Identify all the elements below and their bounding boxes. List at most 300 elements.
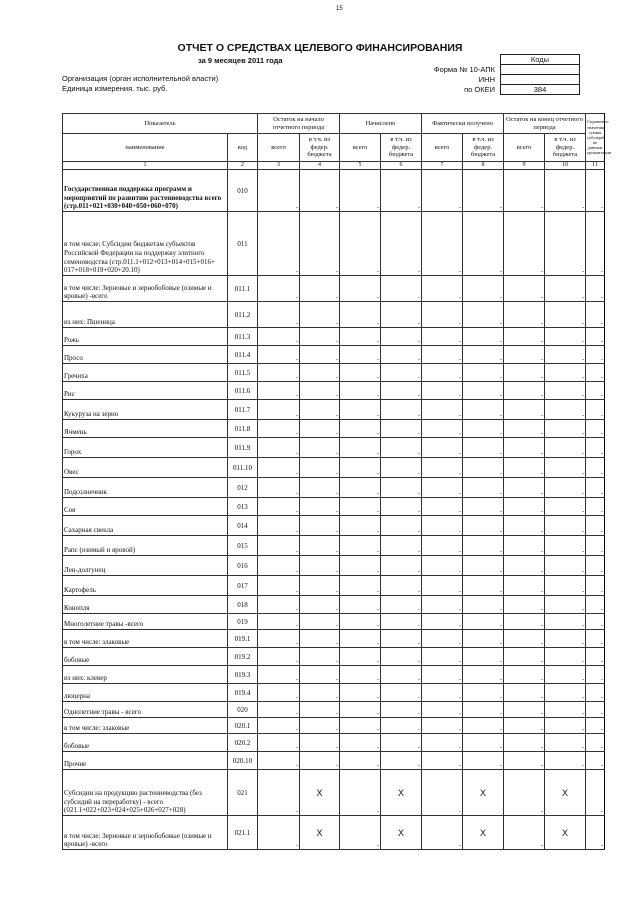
table-row — [63, 666, 605, 684]
value-cell: - — [586, 382, 605, 400]
row-code: 011.2 — [228, 302, 258, 328]
value-cell: - — [422, 170, 463, 212]
column-number: 6 — [381, 162, 422, 170]
value-cell: - — [422, 516, 463, 536]
value-cell: - — [422, 276, 463, 302]
value-cell: - — [258, 170, 300, 212]
value-cell: - — [381, 498, 422, 516]
value-cell: - — [504, 276, 545, 302]
value-cell: - — [340, 170, 381, 212]
row-name: бобовые — [63, 648, 228, 666]
row-name: Горох — [63, 438, 228, 458]
value-cell: - — [340, 702, 381, 718]
header-start-balance: Остаток на начало отчетного периода — [258, 114, 340, 134]
value-cell: - — [504, 684, 545, 702]
value-cell: - — [422, 212, 463, 276]
value-cell: - — [463, 516, 504, 536]
value-cell: - — [504, 438, 545, 458]
value-cell: - — [258, 276, 300, 302]
header-name: наименование — [63, 134, 228, 162]
value-cell: - — [300, 170, 340, 212]
value-cell: - — [340, 498, 381, 516]
codes-okei-cell: 384 — [501, 85, 580, 95]
value-cell: - — [463, 556, 504, 576]
value-cell: - — [422, 718, 463, 734]
value-cell: - — [381, 328, 422, 346]
value-cell: - — [381, 458, 422, 478]
value-cell: - — [381, 302, 422, 328]
row-name: Субсидии на продукцию растениеводства (без субсидий на переработку) - всего (021.1+022+023+024+025+026+027+028) — [63, 770, 228, 816]
value-cell: - — [340, 630, 381, 648]
value-cell: - — [340, 478, 381, 498]
value-cell: - — [340, 770, 381, 816]
value-cell: - — [258, 328, 300, 346]
column-number: 11 — [586, 162, 605, 170]
value-cell: - — [545, 346, 586, 364]
value-cell: - — [381, 170, 422, 212]
value-cell: - — [545, 420, 586, 438]
value-cell: - — [422, 478, 463, 498]
table-row — [63, 630, 605, 648]
table-row — [63, 536, 605, 556]
value-cell: - — [258, 478, 300, 498]
value-cell: - — [300, 516, 340, 536]
value-cell: - — [545, 212, 586, 276]
value-cell: - — [586, 170, 605, 212]
value-cell: - — [545, 536, 586, 556]
value-cell: - — [504, 212, 545, 276]
value-cell: - — [340, 648, 381, 666]
value-cell: - — [258, 536, 300, 556]
row-name: Лен-долгунец — [63, 556, 228, 576]
value-cell: - — [258, 458, 300, 478]
value-cell: - — [258, 346, 300, 364]
value-cell: - — [300, 458, 340, 478]
value-cell: - — [586, 556, 605, 576]
value-cell: - — [300, 576, 340, 596]
value-cell: - — [586, 614, 605, 630]
value-cell: - — [463, 576, 504, 596]
row-name: Прочие — [63, 752, 228, 770]
table-row — [63, 770, 605, 816]
row-name: Рожь — [63, 328, 228, 346]
value-cell: - — [300, 364, 340, 382]
row-code: 011.7 — [228, 400, 258, 420]
value-cell: - — [586, 438, 605, 458]
value-cell: - — [258, 576, 300, 596]
value-cell: - — [545, 438, 586, 458]
table-row — [63, 614, 605, 630]
column-number: 2 — [228, 162, 258, 170]
row-code: 020 — [228, 702, 258, 718]
header-reference: Справочно: значения суммы субсидий по данным организации — [586, 114, 605, 162]
row-name: люцерна — [63, 684, 228, 702]
value-cell: - — [504, 702, 545, 718]
value-cell: - — [586, 302, 605, 328]
value-cell: - — [545, 170, 586, 212]
value-cell: - — [381, 382, 422, 400]
value-cell: - — [300, 718, 340, 734]
value-cell: - — [463, 684, 504, 702]
value-cell: - — [300, 666, 340, 684]
value-cell: - — [586, 346, 605, 364]
value-cell: - — [545, 364, 586, 382]
value-cell: - — [381, 364, 422, 382]
table-row — [63, 382, 605, 400]
value-cell: - — [422, 382, 463, 400]
value-cell: - — [463, 420, 504, 438]
value-cell: - — [545, 478, 586, 498]
value-cell: - — [422, 420, 463, 438]
value-cell: - — [504, 382, 545, 400]
value-cell: - — [300, 614, 340, 630]
value-cell: - — [340, 212, 381, 276]
row-code: 020.10 — [228, 752, 258, 770]
value-cell: - — [463, 302, 504, 328]
value-cell: - — [300, 382, 340, 400]
value-cell: - — [300, 752, 340, 770]
value-cell: - — [504, 556, 545, 576]
value-cell: - — [545, 556, 586, 576]
value-cell: - — [258, 420, 300, 438]
value-cell: - — [463, 752, 504, 770]
value-cell: - — [545, 498, 586, 516]
value-cell: - — [463, 718, 504, 734]
row-name: в том числе: Зерновые и зернобобовые (озимые и яровые) -всего — [63, 816, 228, 850]
value-cell: - — [422, 346, 463, 364]
row-name: Сахарная свекла — [63, 516, 228, 536]
row-name: бобовые — [63, 734, 228, 752]
table-row — [63, 718, 605, 734]
column-number: 5 — [340, 162, 381, 170]
value-cell: - — [586, 684, 605, 702]
row-code: 011.4 — [228, 346, 258, 364]
header-accrued: Начислено — [340, 114, 422, 134]
column-number: 1 — [63, 162, 228, 170]
table-row — [63, 170, 605, 212]
column-number: 7 — [422, 162, 463, 170]
value-cell: - — [504, 614, 545, 630]
value-cell: - — [504, 498, 545, 516]
value-cell: - — [381, 630, 422, 648]
value-cell: - — [545, 718, 586, 734]
value-cell: - — [504, 596, 545, 614]
value-cell: - — [258, 816, 300, 850]
codes-form-cell — [501, 65, 580, 75]
not-applicable-mark: X — [463, 770, 504, 816]
value-cell: - — [340, 276, 381, 302]
row-code: 011.9 — [228, 438, 258, 458]
value-cell: - — [463, 212, 504, 276]
value-cell: - — [300, 596, 340, 614]
row-name: Конопля — [63, 596, 228, 614]
row-name: Просо — [63, 346, 228, 364]
value-cell: - — [422, 556, 463, 576]
value-cell: - — [340, 382, 381, 400]
codes-inn-cell — [501, 75, 580, 85]
value-cell: - — [422, 752, 463, 770]
value-cell: - — [463, 536, 504, 556]
value-cell: - — [340, 718, 381, 734]
row-code: 019 — [228, 614, 258, 630]
value-cell: - — [422, 734, 463, 752]
table-row — [63, 648, 605, 666]
value-cell: - — [545, 648, 586, 666]
value-cell: - — [504, 170, 545, 212]
row-code: 011.6 — [228, 382, 258, 400]
header-indicator: Показатель — [63, 114, 258, 134]
value-cell: - — [586, 458, 605, 478]
row-code: 021 — [228, 770, 258, 816]
value-cell: - — [300, 478, 340, 498]
value-cell: - — [504, 478, 545, 498]
row-code: 010 — [228, 170, 258, 212]
row-name: Государственная поддержка программ и мероприятий по развитию растениеводства всего (стр.011+021+030+040+050+060+070) — [63, 170, 228, 212]
value-cell: - — [381, 666, 422, 684]
row-name: Рапс (озимый и яровой) — [63, 536, 228, 556]
value-cell: - — [381, 556, 422, 576]
row-name: Однолетние травы - всего — [63, 702, 228, 718]
value-cell: - — [340, 734, 381, 752]
value-cell: - — [545, 752, 586, 770]
row-code: 011 — [228, 212, 258, 276]
header-total: всего — [258, 134, 300, 162]
value-cell: - — [258, 684, 300, 702]
column-number: 10 — [545, 162, 586, 170]
not-applicable-mark: X — [300, 816, 340, 850]
value-cell: - — [504, 734, 545, 752]
value-cell: - — [504, 420, 545, 438]
value-cell: - — [340, 438, 381, 458]
table-row — [63, 556, 605, 576]
value-cell: - — [340, 364, 381, 382]
value-cell: - — [586, 536, 605, 556]
table-row — [63, 328, 605, 346]
value-cell: - — [300, 212, 340, 276]
value-cell: - — [586, 364, 605, 382]
value-cell: - — [422, 596, 463, 614]
value-cell: - — [340, 666, 381, 684]
header-received: Фактически получено — [422, 114, 504, 134]
row-name: Многолетние травы -всего — [63, 614, 228, 630]
value-cell: - — [381, 576, 422, 596]
value-cell: - — [545, 614, 586, 630]
value-cell: - — [463, 478, 504, 498]
row-name: Картофель — [63, 576, 228, 596]
value-cell: - — [422, 630, 463, 648]
value-cell: - — [463, 170, 504, 212]
row-code: 019.3 — [228, 666, 258, 684]
row-name: Рис — [63, 382, 228, 400]
value-cell: - — [586, 816, 605, 850]
value-cell: - — [258, 614, 300, 630]
header-incl-federal: в т.ч. из федер. бюджета — [463, 134, 504, 162]
value-cell: - — [463, 346, 504, 364]
value-cell: - — [381, 516, 422, 536]
page-number: 15 — [336, 6, 343, 12]
value-cell: - — [300, 328, 340, 346]
value-cell: - — [586, 400, 605, 420]
value-cell: - — [545, 276, 586, 302]
row-code: 018 — [228, 596, 258, 614]
row-code: 016 — [228, 556, 258, 576]
value-cell: - — [545, 302, 586, 328]
value-cell: - — [422, 702, 463, 718]
row-code: 017 — [228, 576, 258, 596]
value-cell: - — [586, 648, 605, 666]
value-cell: - — [340, 516, 381, 536]
value-cell: - — [340, 328, 381, 346]
value-cell: - — [381, 536, 422, 556]
value-cell: - — [300, 438, 340, 458]
value-cell: - — [504, 328, 545, 346]
value-cell: - — [340, 536, 381, 556]
table-row — [63, 816, 605, 850]
value-cell: - — [422, 666, 463, 684]
table-row — [63, 346, 605, 364]
not-applicable-mark: X — [463, 816, 504, 850]
organization-label: Организация (орган исполнительной власти) — [62, 74, 219, 83]
value-cell: - — [463, 400, 504, 420]
row-name: в том числе: злаковые — [63, 718, 228, 734]
not-applicable-mark: X — [300, 770, 340, 816]
value-cell: - — [381, 648, 422, 666]
value-cell: - — [586, 328, 605, 346]
table-row — [63, 478, 605, 498]
value-cell: - — [586, 630, 605, 648]
value-cell: - — [463, 630, 504, 648]
value-cell: - — [586, 420, 605, 438]
not-applicable-mark: X — [381, 816, 422, 850]
value-cell: - — [300, 556, 340, 576]
value-cell: - — [463, 364, 504, 382]
value-cell: - — [545, 516, 586, 536]
value-cell: - — [258, 382, 300, 400]
header-incl-federal: в т.ч. из федер. бюджета — [381, 134, 422, 162]
value-cell: - — [258, 302, 300, 328]
column-number: 9 — [504, 162, 545, 170]
value-cell: - — [422, 328, 463, 346]
value-cell: - — [586, 516, 605, 536]
value-cell: - — [586, 212, 605, 276]
value-cell: - — [258, 702, 300, 718]
value-cell: - — [340, 458, 381, 478]
value-cell: - — [504, 816, 545, 850]
value-cell: - — [340, 420, 381, 438]
value-cell: - — [463, 734, 504, 752]
value-cell: - — [381, 420, 422, 438]
value-cell: - — [504, 770, 545, 816]
value-cell: - — [258, 596, 300, 614]
value-cell: - — [504, 364, 545, 382]
table-row — [63, 364, 605, 382]
value-cell: - — [300, 276, 340, 302]
value-cell: - — [586, 576, 605, 596]
table-row — [63, 684, 605, 702]
value-cell: - — [463, 702, 504, 718]
value-cell: - — [463, 328, 504, 346]
value-cell: - — [463, 614, 504, 630]
value-cell: - — [463, 382, 504, 400]
table-body — [63, 170, 605, 850]
report-title: ОТЧЕТ О СРЕДСТВАХ ЦЕЛЕВОГО ФИНАНСИРОВАНИЯ — [177, 42, 463, 54]
row-code: 015 — [228, 536, 258, 556]
row-name: в том числе: Зерновые и зернобобовые (озимые и яровые) -всего — [63, 276, 228, 302]
value-cell: - — [258, 556, 300, 576]
value-cell: - — [422, 648, 463, 666]
value-cell: - — [504, 458, 545, 478]
value-cell: - — [545, 630, 586, 648]
value-cell: - — [545, 702, 586, 718]
value-cell: - — [381, 400, 422, 420]
value-cell: - — [504, 648, 545, 666]
value-cell: - — [300, 648, 340, 666]
not-applicable-mark: X — [381, 770, 422, 816]
table-row — [63, 458, 605, 478]
value-cell: - — [381, 752, 422, 770]
value-cell: - — [300, 498, 340, 516]
value-cell: - — [381, 346, 422, 364]
table-row — [63, 212, 605, 276]
value-cell: - — [258, 666, 300, 684]
value-cell: - — [545, 382, 586, 400]
value-cell: - — [340, 614, 381, 630]
row-code: 019.2 — [228, 648, 258, 666]
value-cell: - — [258, 648, 300, 666]
value-cell: - — [422, 438, 463, 458]
inn-label: ИНН — [478, 75, 495, 84]
value-cell: - — [422, 770, 463, 816]
value-cell: - — [340, 302, 381, 328]
value-cell: - — [300, 302, 340, 328]
row-code: 014 — [228, 516, 258, 536]
value-cell: - — [504, 302, 545, 328]
table-row — [63, 302, 605, 328]
value-cell: - — [586, 666, 605, 684]
value-cell: - — [586, 596, 605, 614]
row-name: Ячмень — [63, 420, 228, 438]
table-row — [63, 516, 605, 536]
value-cell: - — [258, 770, 300, 816]
row-code: 013 — [228, 498, 258, 516]
row-code: 020.1 — [228, 718, 258, 734]
value-cell: - — [340, 596, 381, 614]
value-cell: - — [545, 734, 586, 752]
value-cell: - — [381, 276, 422, 302]
value-cell: - — [340, 576, 381, 596]
value-cell: - — [300, 702, 340, 718]
financing-table — [62, 113, 612, 850]
row-name: в том числе: Субсидии бюджетам субъектов Российской Федерации на поддержку элитного семеноводства (стр.011.1+012+013+014+015+016+ 017+018+019+020+20.10) — [63, 212, 228, 276]
header-total: всего — [422, 134, 463, 162]
table-row — [63, 752, 605, 770]
value-cell: - — [422, 576, 463, 596]
value-cell: - — [422, 816, 463, 850]
value-cell: - — [258, 400, 300, 420]
value-cell: - — [258, 212, 300, 276]
value-cell: - — [586, 702, 605, 718]
value-cell: - — [340, 556, 381, 576]
value-cell: - — [504, 576, 545, 596]
header-incl-federal: в т.ч. из федер. бюджета — [545, 134, 586, 162]
table-row — [63, 734, 605, 752]
row-code: 021.1 — [228, 816, 258, 850]
row-name: в том числе: злаковые — [63, 630, 228, 648]
value-cell: - — [463, 498, 504, 516]
table-row — [63, 276, 605, 302]
table-row — [63, 498, 605, 516]
value-cell: - — [340, 400, 381, 420]
